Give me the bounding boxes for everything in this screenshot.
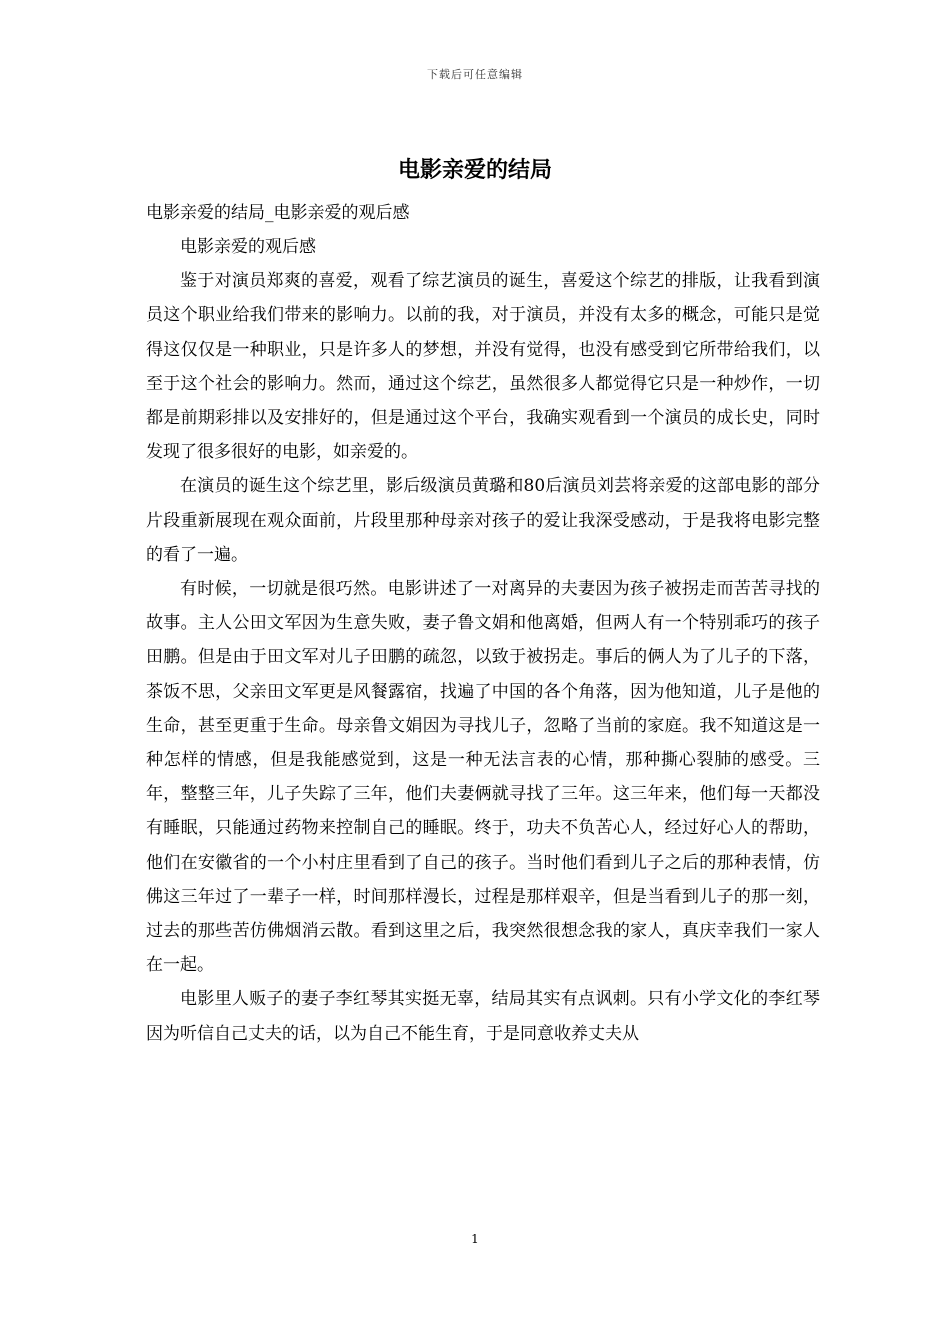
document-subtitle: 电影亲爱的结局_电影亲爱的观后感 bbox=[146, 203, 410, 223]
paragraph: 鉴于对演员郑爽的喜爱，观看了综艺演员的诞生，喜爱这个综艺的排版，让我看到演员这个职业给我们带来的影响力。以前的我，对于演员，并没有太多的概念，可能只是觉得这仅仅是一种职业，只是许多人的梦想，并没有觉得，也没有感受到它所带给我们，以至于这个社会的影响力。然而，通过这个综艺，虽然很多人都觉得它只是一种炒作，一切都是前期彩排以及安排好的，但是通过这个平台，我确实观看到一个演员的成长史，同时发现了很多很好的电影，如亲爱的。 bbox=[146, 271, 820, 463]
page-header: 下载后可任意编辑 bbox=[427, 68, 523, 81]
paragraph: 电影亲爱的观后感 bbox=[180, 237, 316, 257]
paragraph: 电影里人贩子的妻子李红琴其实挺无辜，结局其实有点讽刺。只有小学文化的李红琴因为听信自己丈夫的话，以为自己不能生育，于是同意收养丈夫从 bbox=[146, 989, 820, 1044]
paragraph: 有时候，一切就是很巧然。电影讲述了一对离异的夫妻因为孩子被拐走而苦苦寻找的故事。主人公田文军因为生意失败，妻子鲁文娟和他离婚，但两人有一个特别乖巧的孩子田鹏。但是由于田文军对儿子田鹏的疏忽，以致于被拐走。事后的俩人为了儿子的下落，茶饭不思，父亲田文军更是风餐露宿，找遍了中国的各个角落，因为他知道，儿子是他的生命，甚至更重于生命。母亲鲁文娟因为寻找儿子，忽略了当前的家庭。我不知道这是一种怎样的情感，但是我能感觉到，这是一种无法言表的心情，那种撕心裂肺的感受。三年，整整三年，儿子失踪了三年，他们夫妻俩就寻找了三年。这三年来，他们每一天都没有睡眠，只能通过药物来控制自己的睡眠。终于，功夫不负苦心人，经过好心人的帮助，他们在安徽省的一个小村庄里看到了自己的孩子。当时他们看到儿子之后的那种表情，仿佛这三年过了一辈子一样，时间那样漫长，过程是那样艰辛，但是当看到儿子的那一刻，过去的那些苦仿佛烟消云散。看到这里之后，我突然很想念我的家人，真庆幸我们一家人在一起。 bbox=[146, 579, 820, 976]
document-title: 电影亲爱的结局 bbox=[397, 157, 552, 183]
paragraph: 在演员的诞生这个综艺里，影后级演员黄璐和80后演员刘芸将亲爱的这部电影的部分片段重新展现在观众面前，片段里那种母亲对孩子的爱让我深受感动，于是我将电影完整的看了一遍。 bbox=[146, 476, 820, 565]
page-number: 1 bbox=[471, 1232, 479, 1246]
document-body bbox=[146, 196, 820, 1051]
